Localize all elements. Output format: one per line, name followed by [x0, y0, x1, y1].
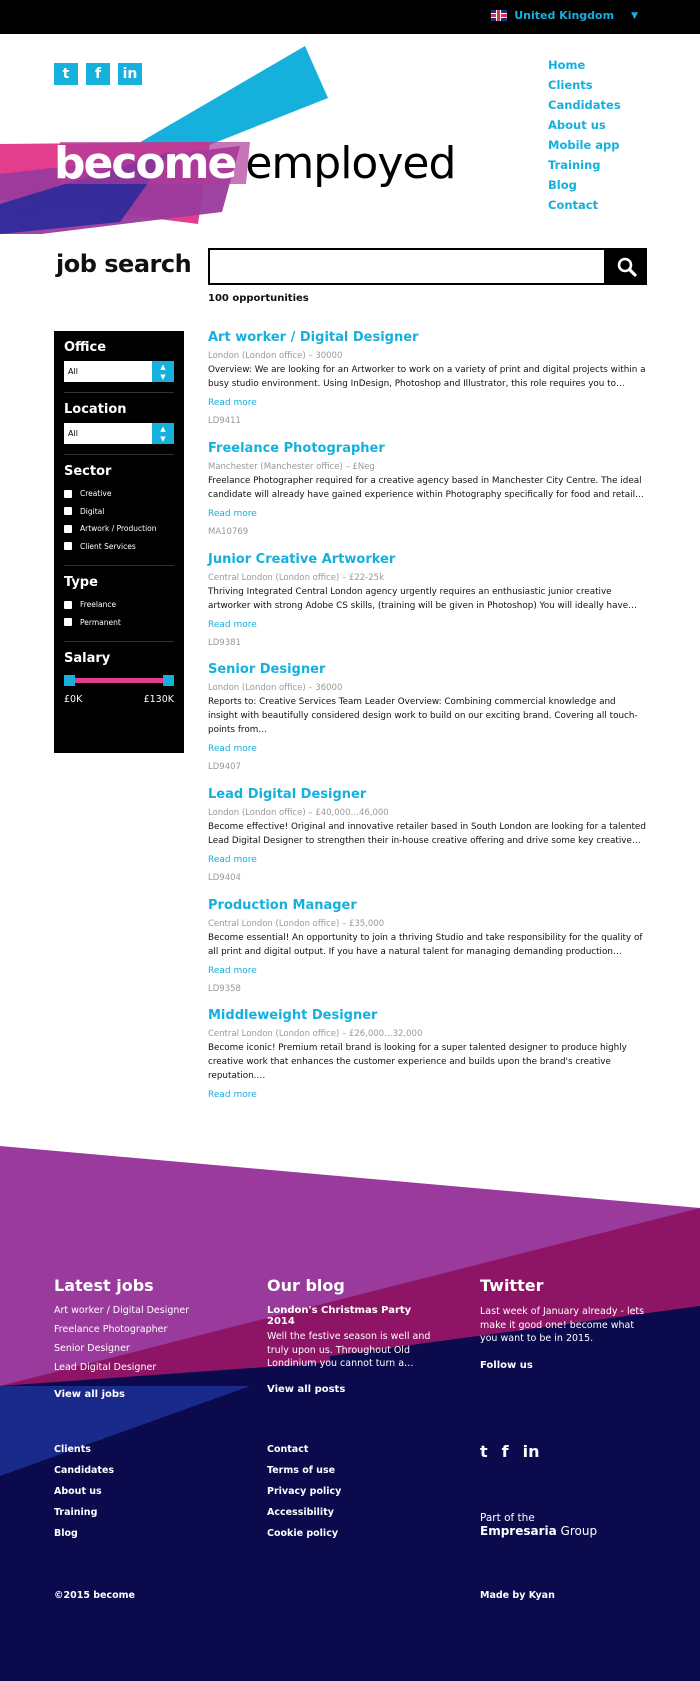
checkbox[interactable]	[64, 525, 72, 533]
search-button[interactable]	[606, 248, 647, 285]
nav-candidates[interactable]: Candidates	[548, 98, 621, 112]
tweet-text: Last week of January already - lets make it good one! become what you want to be in 2015.	[480, 1306, 645, 1344]
footer-links-left	[54, 1444, 114, 1549]
slider-max-handle[interactable]	[163, 675, 174, 686]
job-item	[208, 1008, 648, 1100]
job-location: London (London office) – £40,000…46,000	[208, 808, 389, 818]
checkbox[interactable]	[64, 490, 72, 498]
linkedin-icon[interactable]: in	[522, 1442, 540, 1461]
job-location: Manchester (Manchester office) – £Neg	[208, 462, 375, 472]
job-ref: LD9381	[208, 638, 241, 648]
read-more-link[interactable]: Read more	[208, 620, 257, 630]
footer-job-link[interactable]: Art worker / Digital Designer	[54, 1305, 190, 1316]
job-ref: LD9404	[208, 873, 241, 883]
filter-location	[64, 393, 174, 455]
linkedin-icon[interactable]: in	[118, 63, 142, 85]
filter-panel	[54, 331, 184, 753]
site-footer	[0, 1146, 700, 1681]
facebook-icon[interactable]: f	[86, 63, 110, 85]
job-title[interactable]: Production Manager	[208, 898, 357, 913]
results-count: 100 opportunities	[208, 293, 309, 304]
job-item	[208, 787, 648, 898]
slider-min-handle[interactable]	[64, 675, 75, 686]
footer-link-clients[interactable]: Clients	[54, 1444, 91, 1455]
nav-home[interactable]: Home	[548, 58, 586, 72]
sector-checkbox[interactable]: Digital	[64, 503, 174, 521]
nav-training[interactable]: Training	[548, 158, 601, 172]
twitter-icon[interactable]: t	[54, 63, 78, 85]
footer-link-privacy[interactable]: Privacy policy	[267, 1486, 342, 1497]
job-title[interactable]: Middleweight Designer	[208, 1008, 378, 1023]
filter-type-title: Type	[64, 575, 98, 590]
read-more-link[interactable]: Read more	[208, 966, 257, 976]
footer-latest-jobs-title: Latest jobs	[54, 1276, 154, 1295]
job-location: London (London office) – 30000	[208, 351, 343, 361]
location-select[interactable]: All ▲ ▼	[64, 423, 174, 444]
country-selector[interactable]	[491, 9, 638, 22]
uk-flag-icon	[491, 10, 507, 21]
footer-link-blog[interactable]: Blog	[54, 1528, 78, 1539]
filter-sector	[64, 455, 174, 566]
checkbox[interactable]	[64, 618, 72, 626]
site-logo[interactable]: become employed	[54, 138, 456, 189]
job-description: Thriving Integrated Central London agency urgently requires an enthusiastic junior creative artworker with strong Adobe CS skills, (training will be given in Photoshop) You will ideally have…	[208, 587, 637, 611]
job-item	[208, 552, 648, 662]
top-bar	[0, 0, 700, 34]
type-checkbox[interactable]: Freelance	[64, 596, 174, 614]
job-description: Become essential! An opportunity to join a thriving Studio and take responsibility for the quality of all print and digital output. If you have a natural talent for managing demanding production…	[208, 933, 643, 957]
type-checkbox[interactable]: Permanent	[64, 614, 174, 632]
job-item	[208, 662, 648, 787]
copyright: ©2015 become	[54, 1590, 135, 1601]
job-ref: LD9358	[208, 984, 241, 994]
job-title[interactable]: Lead Digital Designer	[208, 787, 367, 802]
nav-clients[interactable]: Clients	[548, 78, 593, 92]
sector-checkbox[interactable]: Artwork / Production	[64, 520, 174, 538]
footer-links-mid	[267, 1444, 341, 1549]
job-description: Become iconic! Premium retail brand is looking for a super talented designer to produce highly creative work that enhances the customer experience and builds upon the brand's creative reputation.…	[208, 1043, 627, 1081]
social-links	[54, 63, 142, 85]
search-icon	[617, 257, 637, 277]
filter-type	[64, 566, 174, 642]
filter-sector-title: Sector	[64, 464, 112, 479]
footer-link-training[interactable]: Training	[54, 1507, 98, 1518]
slider-track	[68, 678, 170, 683]
salary-max: £130K	[143, 694, 174, 705]
country-label: United Kingdom	[514, 9, 615, 22]
select-arrows-icon: ▲ ▼	[152, 361, 174, 382]
sector-checkbox[interactable]: Client Services	[64, 538, 174, 556]
read-more-link[interactable]: Read more	[208, 1090, 257, 1100]
twitter-icon[interactable]: t	[480, 1442, 488, 1461]
filter-salary	[64, 642, 174, 715]
job-list	[208, 330, 648, 1100]
footer-link-accessibility[interactable]: Accessibility	[267, 1507, 334, 1518]
job-item	[208, 441, 648, 552]
site-header	[0, 34, 700, 234]
footer-link-candidates[interactable]: Candidates	[54, 1465, 115, 1476]
job-location: London (London office) – 36000	[208, 683, 343, 693]
footer-social-icons	[480, 1442, 540, 1461]
nav-blog[interactable]: Blog	[548, 178, 577, 192]
facebook-icon[interactable]: f	[501, 1442, 509, 1461]
footer-latest-jobs	[54, 1276, 189, 1400]
read-more-link[interactable]: Read more	[208, 855, 257, 865]
filter-salary-title: Salary	[64, 651, 111, 666]
blog-post-excerpt: Well the festive season is well and truly upon us. Throughout Old Londinium you cannot turn a…	[267, 1331, 431, 1369]
footer-job-link[interactable]: Lead Digital Designer	[54, 1362, 157, 1373]
job-description: Overview: We are looking for an Artworker to work on a variety of print and digital projects within a busy studio environment. Using InDesign, Photoshop and Illustrator, this role requires you to…	[208, 365, 646, 389]
checkbox[interactable]	[64, 507, 72, 515]
footer-job-link[interactable]: Freelance Photographer	[54, 1324, 168, 1335]
job-location: Central London (London office) – £22-25k	[208, 573, 385, 583]
nav-mobile-app[interactable]: Mobile app	[548, 138, 620, 152]
job-description: Reports to: Creative Services Team Leader Overview: Combining commercial knowledge and insight with beautifully considered design work to build on our exciting brand. Covering all touch-points from…	[208, 697, 638, 735]
search-input[interactable]	[208, 248, 606, 285]
filter-office	[64, 331, 174, 393]
footer-blog	[267, 1276, 442, 1395]
nav-contact[interactable]: Contact	[548, 198, 599, 212]
office-select[interactable]: All ▲ ▼	[64, 361, 174, 382]
empresaria-logo[interactable]: Part of the Empresaria Group	[480, 1512, 598, 1538]
read-more-link[interactable]: Read more	[208, 744, 257, 754]
checkbox[interactable]	[64, 542, 72, 550]
follow-us-link[interactable]: Follow us	[480, 1359, 533, 1371]
job-title[interactable]: Art worker / Digital Designer	[208, 330, 419, 345]
job-location: Central London (London office) – £26,000…32,000	[208, 1029, 423, 1039]
footer-twitter-title: Twitter	[480, 1276, 544, 1295]
search-title: job search	[56, 250, 192, 278]
filter-location-title: Location	[64, 402, 127, 417]
main-nav	[548, 58, 621, 218]
footer-blog-title: Our blog	[267, 1276, 345, 1295]
job-title[interactable]: Senior Designer	[208, 662, 326, 677]
sector-checkbox[interactable]: Creative	[64, 485, 174, 503]
blog-post-title[interactable]: London's Christmas Party 2014	[267, 1305, 412, 1327]
job-title[interactable]: Freelance Photographer	[208, 441, 385, 456]
nav-about-us[interactable]: About us	[548, 118, 606, 132]
job-ref: LD9407	[208, 762, 241, 772]
checkbox[interactable]	[64, 601, 72, 609]
footer-link-about-us[interactable]: About us	[54, 1486, 102, 1497]
job-ref: MA10769	[208, 527, 249, 537]
job-item	[208, 330, 648, 441]
filter-office-title: Office	[64, 340, 107, 355]
made-by-link[interactable]: Made by Kyan	[480, 1590, 555, 1601]
footer-link-cookies[interactable]: Cookie policy	[267, 1528, 339, 1539]
job-title[interactable]: Junior Creative Artworker	[208, 552, 396, 567]
view-all-posts-link[interactable]: View all posts	[267, 1383, 346, 1395]
job-location: Central London (London office) – £35,000	[208, 919, 385, 929]
footer-job-link[interactable]: Senior Designer	[54, 1343, 130, 1354]
select-arrows-icon: ▲ ▼	[152, 423, 174, 444]
job-item	[208, 898, 648, 1008]
chevron-down-icon: ▼	[631, 10, 638, 21]
read-more-link[interactable]: Read more	[208, 509, 257, 519]
job-description: Freelance Photographer required for a creative agency based in Manchester City Centre. The ideal candidate will already have gained experience within Photography specifically for food and retail…	[208, 476, 644, 500]
footer-link-terms[interactable]: Terms of use	[267, 1465, 336, 1476]
job-ref: LD9411	[208, 416, 241, 426]
job-description: Become effective! Original and innovative retailer based in South London are looking for a talented Lead Digital Designer to strengthen their in-house creative offering and drive some key creative…	[208, 822, 646, 846]
view-all-jobs-link[interactable]: View all jobs	[54, 1389, 125, 1400]
read-more-link[interactable]: Read more	[208, 398, 257, 408]
footer-link-contact[interactable]: Contact	[267, 1444, 309, 1455]
salary-slider[interactable]	[64, 672, 174, 690]
salary-min: £0K	[64, 694, 83, 705]
footer-twitter	[480, 1276, 650, 1371]
